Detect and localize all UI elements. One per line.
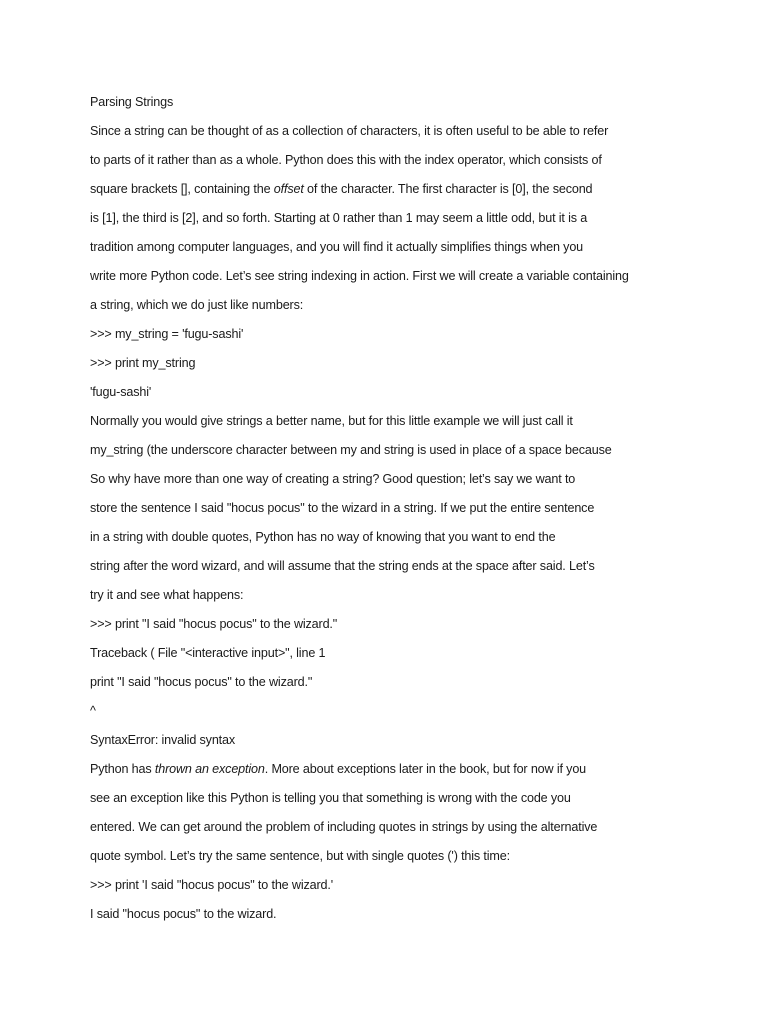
text-line: my_string (the underscore character between my and string is used in place of a space because [90, 443, 612, 457]
text-line: SyntaxError: invalid syntax [90, 733, 236, 747]
text-line [90, 760, 730, 789]
document-page [90, 93, 730, 934]
text-line: >>> print my_string [90, 356, 196, 370]
text-line: I said "hocus pocus" to the wizard. [90, 907, 277, 921]
text-line: >>> my_string = 'fugu-sashi' [90, 327, 244, 341]
text-line: Traceback ( File "<interactive input>", line 1 [90, 646, 326, 660]
text-line: >>> print "I said "hocus pocus" to the wizard." [90, 617, 338, 631]
text-segment: of the character. The first character is [0], the second [303, 182, 593, 196]
text-line: string after the word wizard, and will assume that the string ends at the space after said. Let’s [90, 559, 595, 573]
text-line: tradition among computer languages, and you will find it actually simplifies things when you [90, 240, 584, 254]
text-segment: Python has [90, 762, 155, 776]
text-segment: square brackets [], containing the [90, 182, 274, 196]
text-line: quote symbol. Let’s try the same sentence, but with single quotes (') this time: [90, 849, 510, 863]
text-line: store the sentence I said "hocus pocus" to the wizard in a string. If we put the entire sentence [90, 501, 595, 515]
text-line: see an exception like this Python is telling you that something is wrong with the code you [90, 791, 571, 805]
text-line: So why have more than one way of creating a string? Good question; let’s say we want to [90, 472, 576, 486]
text-line: 'fugu-sashi' [90, 385, 152, 399]
text-line: in a string with double quotes, Python has no way of knowing that you want to end the [90, 530, 556, 544]
text-line: >>> print 'I said "hocus pocus" to the wizard.' [90, 878, 333, 892]
text-line: print "I said "hocus pocus" to the wizard." [90, 675, 313, 689]
text-line: to parts of it rather than as a whole. Python does this with the index operator, which consists of [90, 153, 602, 167]
text-line: try it and see what happens: [90, 588, 244, 602]
text-line: write more Python code. Let’s see string indexing in action. First we will create a variable containing [90, 269, 629, 283]
text-segment: . More about exceptions later in the book, but for now if you [264, 762, 587, 776]
text-line [90, 180, 730, 209]
text-line: is [1], the third is [2], and so forth. Starting at 0 rather than 1 may seem a little odd, but it is a [90, 211, 588, 225]
italic-term: thrown an exception [154, 762, 265, 776]
italic-term: offset [273, 182, 304, 196]
text-line: entered. We can get around the problem of including quotes in strings by using the alternative [90, 820, 598, 834]
text-line: Normally you would give strings a better name, but for this little example we will just call it [90, 414, 573, 428]
text-line: Since a string can be thought of as a collection of characters, it is often useful to be able to refer [90, 124, 609, 138]
document-title: Parsing Strings [90, 95, 174, 109]
document-body [90, 122, 730, 934]
text-line: ^ [90, 704, 96, 718]
text-line: a string, which we do just like numbers: [90, 298, 304, 312]
